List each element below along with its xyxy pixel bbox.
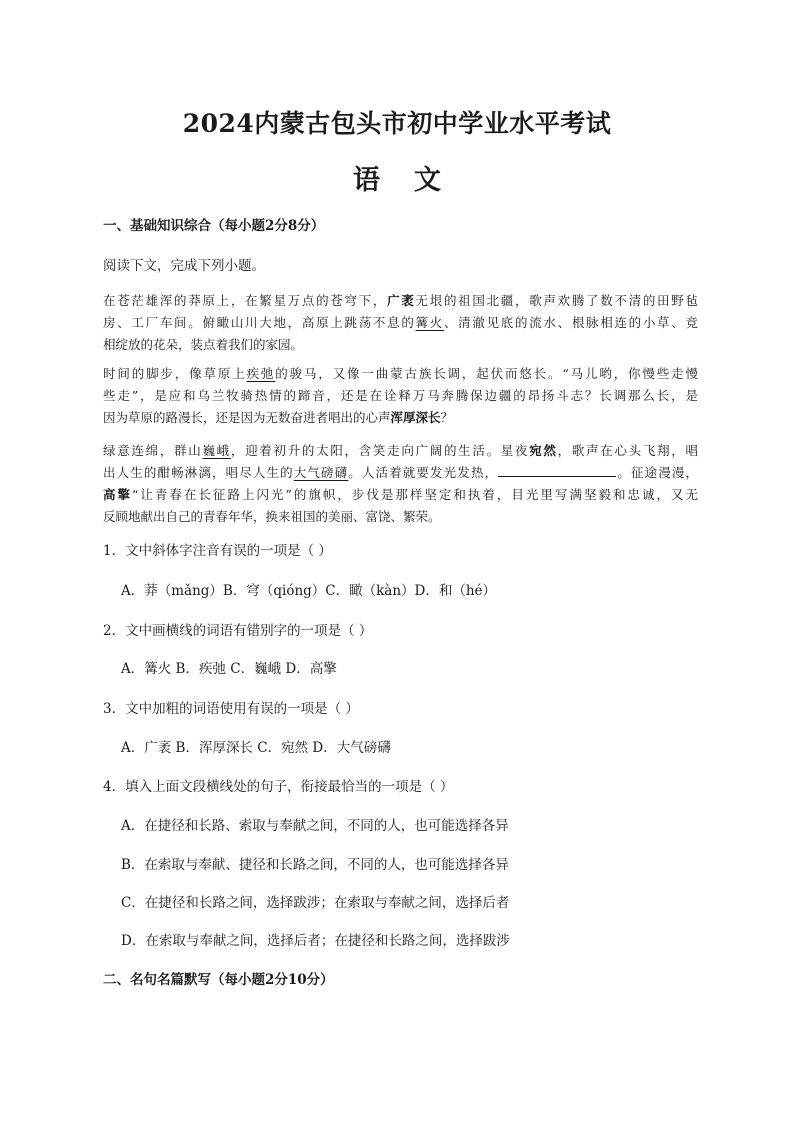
exam-title: 2024内蒙古包头市初中学业水平考试 xyxy=(182,109,612,138)
passage-line: 因为草原的路漫长，还是因为无数奋进者唱出的心声浑厚深长？ xyxy=(103,410,454,425)
bold-word: 宛然 xyxy=(529,443,558,458)
question-1-stem: 1．文中斜体字注音有误的一项是（ ） xyxy=(103,543,332,559)
underlined-word: 大气磅礴 xyxy=(293,465,349,480)
passage-line: 高擎“让青春在长征路上闪光”的旗帜，步伐是那样坚定和执着，目光里写满坚毅和忠诚，又无 xyxy=(103,487,698,502)
bold-word: 广袤 xyxy=(387,293,416,308)
bold-word: 浑厚深长 xyxy=(390,410,441,425)
passage-line: 绿意连绵，群山巍峨，迎着初升的太阳，含笑走向广阔的生活。星夜宛然，歌声在心头飞翔，唱 xyxy=(103,443,698,458)
question-4-choice-c: C．在捷径和长路之间，选择跋涉；在索取与奉献之间，选择后者 xyxy=(121,895,510,911)
section-heading-2: 二、名句名篇默写（每小题2分10分） xyxy=(103,972,334,988)
question-2-options: A．篝火 B．疾弛 C．巍峨 D．高擎 xyxy=(121,661,337,677)
question-4-choice-a: A．在捷径和长路、索取与奉献之间，不同的人，也可能选择各异 xyxy=(121,818,509,834)
passage-line: 些走”，是应和乌兰牧骑热情的蹄音，还是在诠释万马奔腾保边疆的昂扬斗志？长调那么长，是 xyxy=(103,388,698,403)
question-3-options: A．广袤 B．浑厚深长 C．宛然 D．大气磅礴 xyxy=(121,740,391,756)
underlined-word: 巍峨 xyxy=(202,443,231,458)
question-2-stem: 2．文中画横线的词语有错别字的一项是（ ） xyxy=(103,623,373,639)
passage-line: 房、工厂车间。俯瞰山川大地，高原上跳荡不息的篝火、清澈见底的流水、根脉相连的小草、竞 xyxy=(103,315,698,330)
passage-line: 时间的脚步，像草原上疾弛的骏马，又像一曲蒙古族长调，起伏而悠长。“马儿哟，你慢些走慢 xyxy=(103,366,698,381)
section-heading-1: 一、基础知识综合（每小题2分8分） xyxy=(103,218,325,234)
passage-line: 反顾地献出自己的青春年华，换来祖国的美丽、富饶、繁荣。 xyxy=(103,509,441,524)
passage-line: 出人生的酣畅淋漓，唱尽人生的大气磅礴。人活着就要发光发热， 。征途漫漫， xyxy=(103,465,698,480)
underlined-word: 疾弛 xyxy=(246,366,276,381)
question-4-stem: 4．填入上面文段横线处的句子，衔接最恰当的一项是（ ） xyxy=(103,779,454,795)
subject-title: 语文 xyxy=(353,165,475,196)
question-4-choice-d: D．在索取与奉献之间，选择后者；在捷径和长路之间，选择跋涉 xyxy=(121,933,510,949)
question-1-options: A．莽（mǎng）B．穹（qióng）C．瞰（kàn）D．和（hé） xyxy=(121,583,497,599)
question-3-stem: 3．文中加粗的词语使用有误的一项是（ ） xyxy=(103,701,359,717)
fill-blank[interactable] xyxy=(498,464,616,477)
passage-line: 在苍茫雄浑的莽原上，在繁星万点的苍穹下，广袤无垠的祖国北疆，歌声欢腾了数不清的田野毡 xyxy=(103,293,698,308)
passage-line: 相绽放的花朵，装点着我们的家园。 xyxy=(103,337,304,352)
reading-instruction: 阅读下文，完成下列小题。 xyxy=(103,258,265,274)
bold-word: 高擎 xyxy=(103,487,133,502)
question-4-choice-b: B．在索取与奉献、捷径和长路之间，不同的人，也可能选择各异 xyxy=(121,857,509,873)
underlined-word: 篝火 xyxy=(415,315,444,330)
